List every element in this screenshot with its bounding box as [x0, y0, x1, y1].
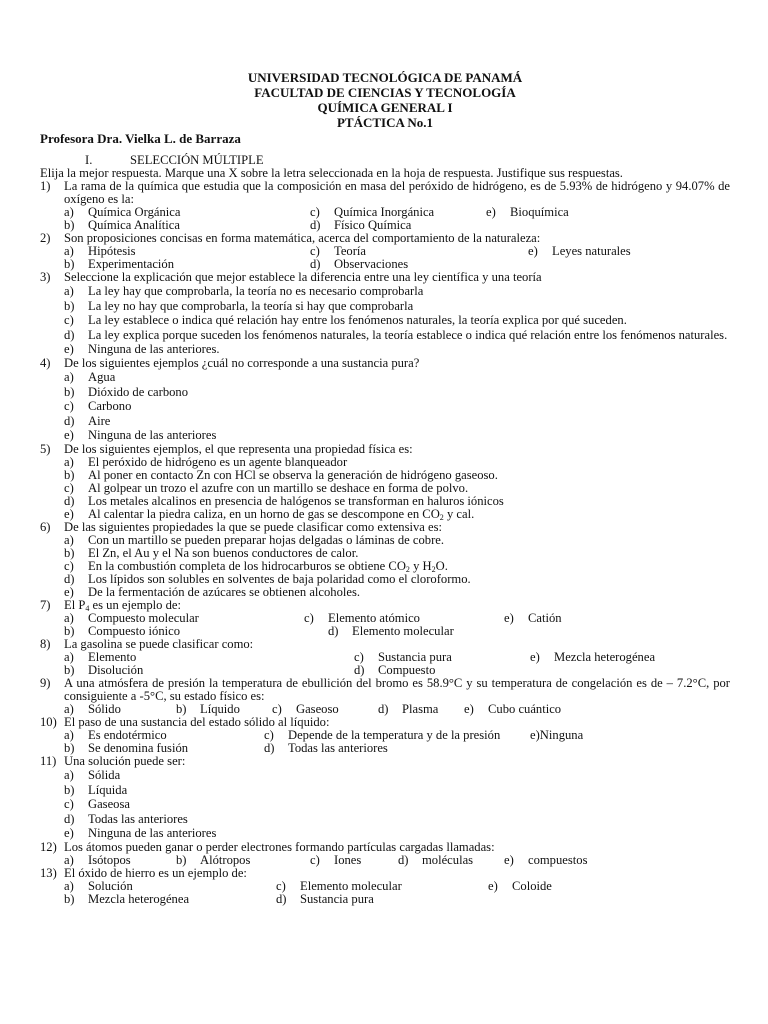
question-text: A una atmósfera de presión la temperatura de ebullición del bromo es 58.9°C y su temperatura de congelación es de – 7.2°C, por consiguiente a -5°C, su estado físico es:: [64, 675, 730, 703]
option: c) Elemento molecular: [276, 878, 402, 893]
question-text: De los siguientes ejemplos ¿cuál no corresponde a una sustancia pura?: [64, 355, 420, 370]
question-text: Son proposiciones concisas en forma matemática, acerca del comportamiento de la naturaleza:: [64, 231, 541, 245]
question-4-options: [40, 370, 730, 443]
question-10-options: [40, 729, 730, 755]
question-text: El $P_4$ es un ejemplo de:: [64, 597, 181, 613]
question-11: [40, 755, 730, 768]
question-5: [40, 443, 730, 456]
question-text: La gasolina se puede clasificar como:: [64, 636, 254, 651]
question-number: 3): [40, 270, 51, 284]
question-number: 12): [40, 839, 57, 854]
question-3: [40, 271, 730, 284]
option: c) Sustancia pura: [354, 649, 452, 664]
option: e) Mezcla heterogénea: [530, 649, 656, 664]
option: a) Agua: [64, 369, 116, 384]
question-9: [40, 677, 730, 703]
option: c) Depende de la temperatura y de la presión: [264, 727, 501, 742]
option: d) Todas las anteriores: [264, 740, 388, 755]
question-number: 1): [40, 179, 51, 193]
option: e) Ninguna de las anteriores: [64, 428, 217, 443]
question-number: 5): [40, 441, 51, 456]
option: d) Físico Química: [310, 218, 412, 232]
question-13-options: [40, 880, 730, 906]
option: b) Mezcla heterogénea: [64, 891, 190, 906]
option: c) En la combustión completa de los hidrocarburos se obtiene $CO_2$ y $H_2O$.: [64, 558, 448, 574]
option: a) Solución: [64, 878, 133, 893]
option: e) Cubo cuántico: [464, 701, 562, 716]
option: c) Elemento atómico: [304, 610, 420, 625]
option: d) Sustancia pura: [276, 891, 374, 906]
question-4: [40, 357, 730, 370]
option: d) Plasma: [378, 701, 439, 716]
question-6-options: [40, 534, 730, 599]
option: e) De la fermentación de azúcares se obtienen alcoholes.: [64, 584, 361, 599]
question-number: 8): [40, 636, 51, 651]
option: a) Elemento: [64, 649, 137, 664]
option: c) Gaseosa: [64, 797, 130, 812]
option: e) Leyes naturales: [528, 244, 631, 258]
option: b) Al poner en contacto Zn con HCl se observa la generación de hidrógeno gaseoso.: [64, 467, 498, 482]
option: e) Ninguna: [530, 727, 584, 742]
professor-name: Profesora Dra. Vielka L. de Barraza: [40, 131, 241, 146]
option: e) compuestos: [504, 852, 588, 867]
option: d) moléculas: [398, 852, 474, 867]
question-9-options: [40, 703, 730, 716]
option: d) Los metales alcalinos en presencia de halógenos se transforman en haluros iónicos: [64, 493, 504, 508]
question-number: 9): [40, 675, 51, 690]
question-11-options: [40, 768, 730, 841]
option: c) La ley establece o indica qué relación hay entre los fenómenos naturales, la teoría explica por qué suceden.: [64, 313, 627, 328]
faculty-name: FACULTAD DE CIENCIAS Y TECNOLOGÍA: [254, 85, 516, 100]
option: a) Sólido: [64, 701, 121, 716]
option: b) Disolución: [64, 662, 144, 677]
option: e) Ninguna de las anteriores.: [64, 342, 220, 357]
course-name: QUÍMICA GENERAL I: [317, 100, 453, 115]
question-number: 2): [40, 231, 51, 245]
option: a) Sólida: [64, 767, 121, 782]
option: d) Observaciones: [310, 257, 409, 271]
question-text: De los siguientes ejemplos, el que representa una propiedad física es:: [64, 441, 413, 456]
question-6: [40, 521, 730, 534]
question-number: 7): [40, 597, 51, 612]
option: c) Química Inorgánica: [310, 205, 435, 219]
question-text: La rama de la química que estudia que la composición en masa del peróxido de hidrógeno, es de 5.93% de hidrógeno y 94.07% de oxígeno es la:: [64, 179, 730, 206]
question-8-options: [40, 651, 730, 677]
question-7: [40, 599, 730, 612]
question-2-options: [40, 245, 730, 271]
option: e) Coloide: [488, 878, 552, 893]
option: a) Es endotérmico: [64, 727, 167, 742]
option: d) Aire: [64, 413, 111, 428]
option: d) Elemento molecular: [328, 623, 454, 638]
option: d) Los lípidos son solubles en solventes de baja polaridad como el cloroformo.: [64, 571, 471, 586]
option: a) Isótopos: [64, 852, 131, 867]
question-number: 13): [40, 865, 57, 880]
question-number: 11): [40, 753, 57, 768]
option: d) Compuesto: [354, 662, 436, 677]
option: d) La ley explica porque suceden los fenómenos naturales, la teoría establece o indica qué relación entre los fenómenos naturales.: [64, 327, 728, 342]
university-name: UNIVERSIDAD TECNOLÓGICA DE PANAMÁ: [247, 70, 523, 85]
option: b) Se denomina fusión: [64, 740, 189, 755]
option: c) Gaseoso: [272, 701, 339, 716]
question-12: [40, 841, 730, 854]
question-1: [40, 180, 730, 206]
question-text: Seleccione la explicación que mejor establece la diferencia entre una ley científica y una teoría: [64, 270, 542, 284]
question-8: [40, 638, 730, 651]
option: a) Química Orgánica: [64, 205, 181, 219]
option: b) Alótropos: [176, 852, 251, 867]
option: b) Compuesto iónico: [64, 623, 180, 638]
question-13: [40, 867, 730, 880]
question-text: Los átomos pueden ganar o perder electrones formando partículas cargadas llamadas:: [64, 839, 495, 854]
question-text: El óxido de hierro es un ejemplo de:: [64, 865, 247, 880]
option: d) Todas las anteriores: [64, 811, 188, 826]
question-text: El paso de una sustancia del estado sólido al líquido:: [64, 714, 330, 729]
option: e) Bioquímica: [486, 205, 569, 219]
option: b) Química Analítica: [64, 218, 180, 232]
option: b) Experimentación: [64, 257, 175, 271]
option: b) El Zn, el Au y el Na son buenos conductores de calor.: [64, 545, 359, 560]
exam-page: [40, 70, 730, 906]
question-number: 10): [40, 714, 57, 729]
option: b) La ley no hay que comprobarla, la teoría si hay que comprobarla: [64, 298, 414, 313]
option: b) Líquida: [64, 782, 128, 797]
option: e) Al calentar la piedra caliza, en un horno de gas se descompone en $CO_2$ y cal.: [64, 506, 475, 522]
option: c) Teoría: [310, 244, 366, 258]
option: c) Iones: [310, 852, 362, 867]
question-10: [40, 716, 730, 729]
question-7-options: [40, 612, 730, 638]
option: e) Ninguna de las anteriores: [64, 826, 217, 841]
option: e) Catión: [504, 610, 562, 625]
option: b) Líquido: [176, 701, 240, 716]
question-3-options: [40, 284, 730, 357]
question-12-options: [40, 854, 730, 867]
question-text: Una solución puede ser:: [64, 753, 186, 768]
practice-title: PTÁCTICA No.1: [336, 115, 434, 130]
option: b) Dióxido de carbono: [64, 384, 189, 399]
question-number: 6): [40, 519, 51, 534]
option: c) Al golpear un trozo el azufre con un martillo se deshace en forma de polvo.: [64, 480, 469, 495]
section-number: I.: [85, 153, 93, 167]
question-1-options: [40, 206, 730, 232]
option: c) Carbono: [64, 399, 132, 414]
question-5-options: [40, 456, 730, 521]
question-text: De las siguientes propiedades la que se puede clasificar como extensiva es:: [64, 519, 443, 534]
instructions: Elija la mejor respuesta. Marque una X sobre la letra seleccionada en la hoja de respuesta. Justifique sus respuestas.: [40, 166, 623, 180]
question-number: 4): [40, 355, 51, 370]
option: a) Compuesto molecular: [64, 610, 199, 625]
option: a) La ley hay que comprobarla, la teoría no es necesario comprobarla: [64, 284, 424, 298]
option: a) El peróxido de hidrógeno es un agente blanqueador: [64, 454, 348, 469]
option: a) Hipótesis: [64, 244, 136, 258]
option: a) Con un martillo se pueden preparar hojas delgadas o láminas de cobre.: [64, 532, 445, 547]
section-title: SELECCIÓN MÚLTIPLE: [130, 153, 264, 167]
